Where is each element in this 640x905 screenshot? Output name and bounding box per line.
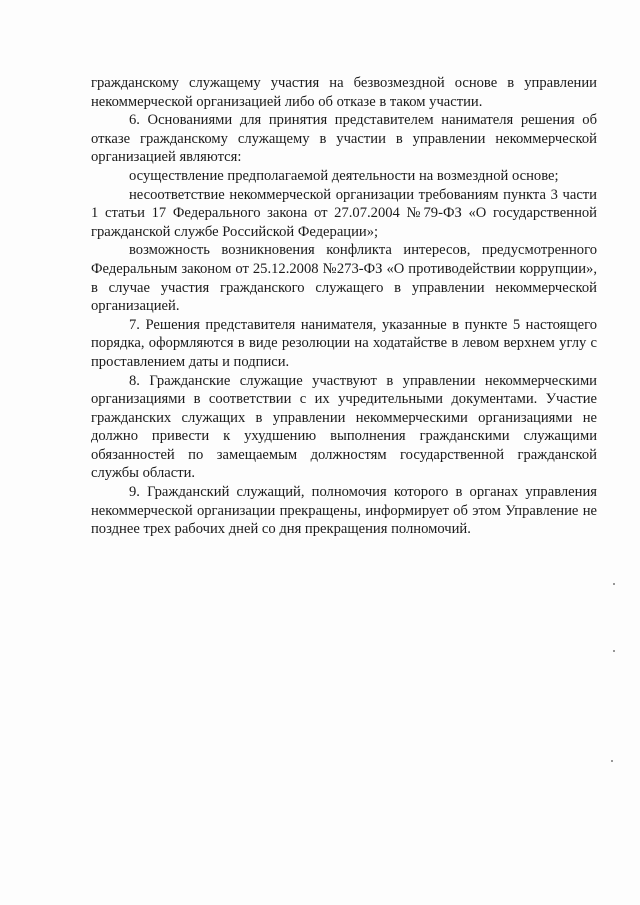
paragraph-9: 9. Гражданский служащий, полномочия которого в органах управления некоммерческой организации прекращены, информирует об этом Управление не позднее трех рабочих дней со дня прекращения полномочий.: [91, 484, 597, 538]
scan-speck: [611, 760, 613, 762]
document-body: [91, 74, 597, 539]
paragraph-8: 8. Гражданские служащие участвуют в управлении некоммерческими организациями в соответствии с их учредительными документами. Участие гражданских служащих в управлении некоммерческими организациями не должно привести к ухудшению выполнения гражданскими служащими обязанностей по замещаемым должностям государственной гражданской службы области.: [91, 372, 597, 482]
paragraph-6-item-2: несоответствие некоммерческой организации требованиям пункта 3 части 1 статьи 17 Федерального закона от 27.07.2004 №79-ФЗ «О государственной гражданской службе Российской Федерации»;: [91, 186, 597, 240]
scan-speck: [613, 583, 615, 585]
paragraph-continuation: гражданскому служащему участия на безвозмездной основе в управлении некоммерческой организацией либо об отказе в таком участии.: [91, 75, 597, 110]
paragraph-6-item-3: возможность возникновения конфликта интересов, предусмотренного Федеральным законом от 25.12.2008 №273-ФЗ «О противодействии коррупции», в случае участия гражданского служащего в управлении некоммерческой организацией.: [91, 242, 597, 315]
paragraph-7: 7. Решения представителя нанимателя, указанные в пункте 5 настоящего порядка, оформляются в виде резолюции на ходатайстве в левом верхнем углу с проставлением даты и подписи.: [91, 316, 597, 370]
scan-speck: [613, 650, 615, 652]
paragraph-6: 6. Основаниями для принятия представителем нанимателя решения об отказе гражданскому служащему в участии в управлении некоммерческой организацией являются:: [91, 112, 597, 166]
paragraph-6-item-1: осуществление предполагаемой деятельности на возмездной основе;: [129, 167, 559, 184]
